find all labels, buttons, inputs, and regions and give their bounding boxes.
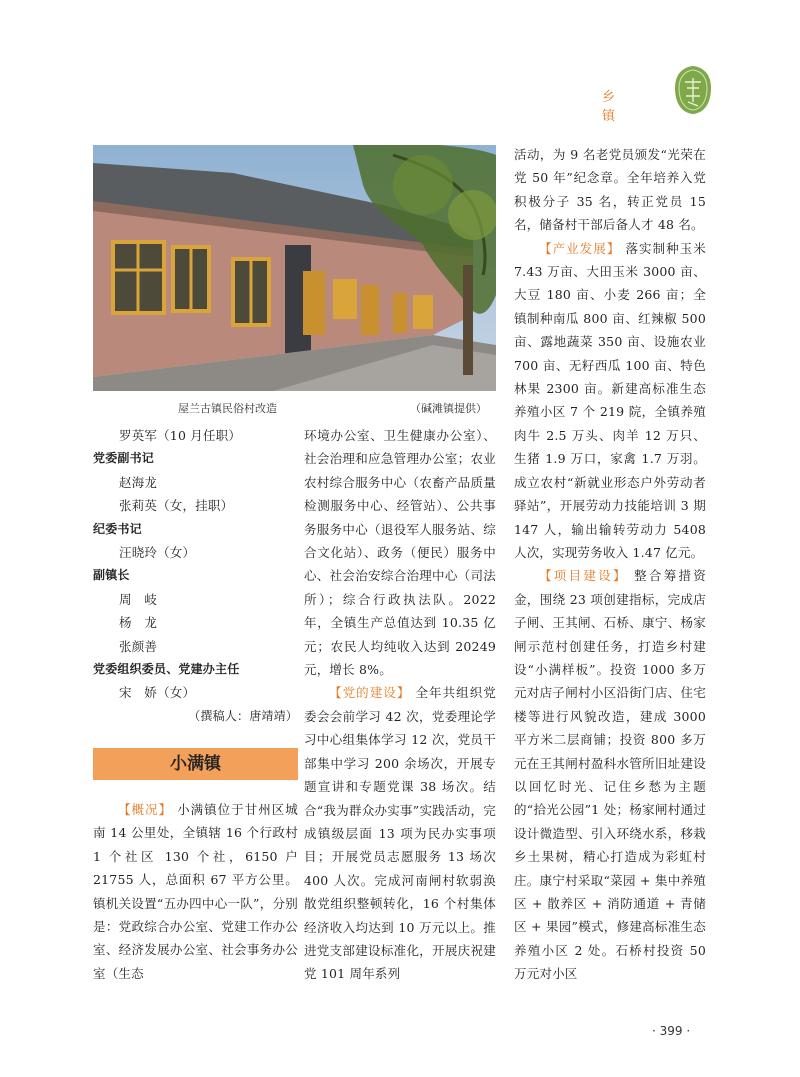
person-name: 周 岐 — [119, 591, 158, 607]
photo-caption: 屋兰古镇民俗村改造 — [178, 402, 277, 415]
party-building-text: 全年共组织党委会会前学习 42 次，党委理论学习中心组集体学习 12 次，党员干部集中学习 200 余场次，开展专题宣讲和专题党课 38 场次。结合“我为群众办实事”实践活动，完成镇级层面 13 项为民办实事项目；开展党员志愿服务 13 场次 400 人次。完成河南闸村软弱涣散党组织整顿转化，16 个村集体经济收入均达到 10 万元以上。推进党支部建设标准化，开展庆祝建党 101 周年系列 — [304, 685, 497, 982]
projects-tag: 【项目建设】 — [539, 568, 628, 584]
village-photo — [93, 145, 496, 391]
photo-credit: （碱滩镇提供） — [410, 402, 487, 415]
governance-paragraph: 环境办公室、卫生健康办公室）、社会治理和应急管理办公室；农业农村综合服务中心（农畜产品质量检测服务中心、经管站）、公共事务服务中心（退役军人服务站、综合文化站）、政务（便民）服务中心、社会治安综合治理中心（司法所）；综合行政执法队。2022 年，全镇生产总值达到 10.35 亿元；农民人均纯收入达到 20249 元，增长 8%。 — [304, 428, 496, 678]
activities-paragraph: 活动，为 9 名老党员颁发“光荣在党 50 年”纪念章。全年培养入党积极分子 35 名，转正党员 15 名，储备村干部后备人才 48 名。 — [514, 147, 706, 233]
person-name: 赵海龙 — [119, 474, 158, 490]
right-column — [514, 143, 706, 986]
role-title: 副镇长 — [93, 568, 130, 583]
section-header-label: 乡 镇 — [602, 90, 630, 124]
page-number: · 399 · — [652, 1024, 691, 1038]
person-name: 罗英军（10 月任职） — [119, 428, 242, 443]
overview-tag: 【概况】 — [118, 802, 173, 817]
person-name: 张颜善 — [119, 638, 158, 654]
person-name: 张莉英（女，挂职） — [119, 498, 234, 514]
party-building-tag: 【党的建设】 — [329, 685, 411, 701]
projects-text: 整合筹措资金，围绕 23 项创建指标，完成店子闸、王其闸、石桥、康宁、杨家闸示范村创建任务，打造乡村建设“小满样板”。投资 1000 多万元对店子闸村小区沿街门店、住宅楼等进行风貌改造，建成 3000 平方米二层商铺；投资 800 多万元在王其闸村盈科水管所旧址建设以回忆时光、记住乡愁为主题的“拾光公园”1 处；杨家闸村通过设计微造型、引入环绕水系，移栽乡土果树，精心打造成为彩虹村庄。康宁村采取“菜园 + 集中养殖区 + 散养区 + 消防通道 + 青储区 + 果园”模式，修建高标准生态养殖小区 2 处。石桥村投资 50 万元对小区 — [514, 568, 706, 982]
role-title: 纪委书记 — [93, 521, 142, 536]
author-credit: （撰稿人：唐靖靖） — [188, 708, 298, 723]
role-title: 党委组织委员、党建办主任 — [93, 662, 240, 677]
middle-column — [304, 424, 496, 986]
seal-stamp-icon — [673, 64, 713, 116]
section-title: 小满镇 — [93, 748, 298, 780]
person-name: 宋 娇（女） — [119, 685, 196, 701]
industry-tag: 【产业发展】 — [539, 240, 621, 256]
overview-text: 小满镇位于甘州区城南 14 公里处，全镇辖 16 个行政村 1 个社区 130 个社，6150 户 21755 人，总面积 67 平方公里。镇机关设置“五办四中心一队”，分别是：党政综合办公室、党建工作办公室、经济发展办公室、社会事务办公室（生态 — [93, 802, 298, 981]
person-name: 杨 龙 — [119, 615, 158, 631]
overview-column — [93, 798, 298, 985]
person-name: 汪晓玲（女） — [119, 545, 196, 561]
officials-list — [93, 424, 298, 728]
industry-text: 落实制种玉米 7.43 万亩、大田玉米 3000 亩、大豆 180 亩、小麦 266 亩；全镇制种南瓜 800 亩、红辣椒 500 亩、露地蔬菜 350 亩、设施农业 700 亩、无籽西瓜 100 亩、特色林果 2300 亩。新建高标准生态养殖小区 7 个 219 院，全镇养殖肉牛 2.5 万头、肉羊 12 万只、生猪 1.9 万口，家禽 1.7 万羽。成立农村“新就业形态户外劳动者驿站”，开展劳动力技能培训 3 期 147 人，输出输转劳动力 5408 人次，实现劳务收入 1.47 亿元。 — [514, 240, 707, 560]
role-title: 党委副书记 — [93, 451, 155, 466]
